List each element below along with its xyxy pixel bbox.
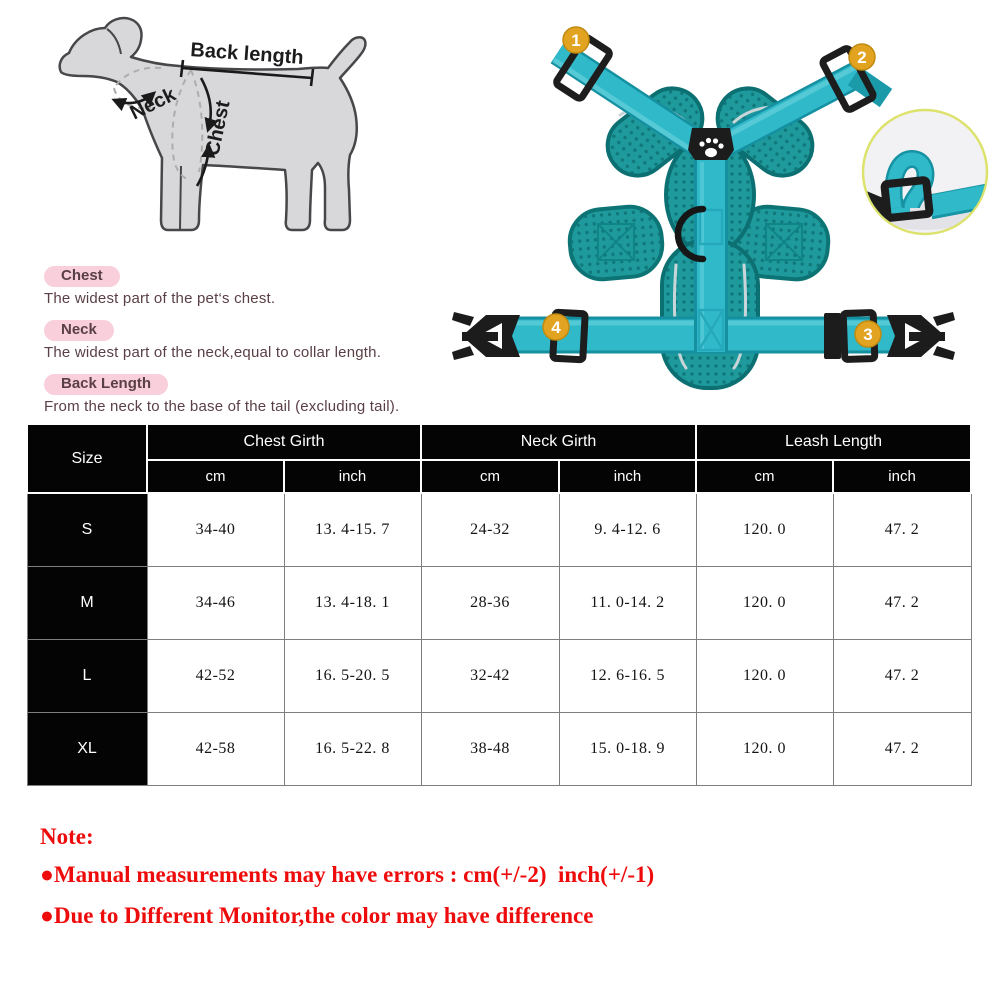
table-row (27, 639, 971, 712)
value-cell: 47. 2 (833, 493, 971, 566)
value-cell: 120. 0 (696, 639, 833, 712)
chest-label: Chest (201, 98, 235, 158)
unit-header: inch (559, 460, 696, 493)
value-cell: 120. 0 (696, 493, 833, 566)
back-length-description-text: From the neck to the base of the tail (excluding tail). (44, 398, 400, 415)
table-row (27, 493, 971, 566)
note-line: ●Due to Different Monitor,the color may have difference (40, 903, 594, 928)
unit-header: inch (284, 460, 421, 493)
svg-text:4: 4 (551, 318, 561, 337)
value-cell: 42-52 (147, 639, 284, 712)
value-cell: 28-36 (421, 566, 559, 639)
neck-label: Neck (126, 83, 180, 125)
value-cell: 13. 4-18. 1 (284, 566, 421, 639)
svg-text:1: 1 (571, 31, 581, 50)
note-title: Note: (40, 824, 94, 849)
marker-4-badge (543, 314, 569, 340)
leash-length-header: Leash Length (696, 424, 971, 460)
value-cell: 47. 2 (833, 639, 971, 712)
value-cell: 24-32 (421, 493, 559, 566)
harness-photo (440, 10, 1000, 420)
size-cell: M (27, 566, 147, 639)
chest-description-text: The widest part of the pet‘s chest. (44, 290, 276, 307)
table-row (27, 712, 971, 785)
neck-girth-header: Neck Girth (421, 424, 696, 460)
value-cell: 120. 0 (696, 712, 833, 785)
back-length-label: Back length (189, 39, 305, 69)
neck-description-text: The widest part of the neck,equal to collar length. (44, 344, 382, 361)
unit-header: cm (421, 460, 559, 493)
chest-pill-badge: Chest (44, 266, 120, 287)
note-section (40, 824, 940, 944)
table-header-row-1 (27, 424, 971, 460)
neck-pill-badge: Neck (44, 320, 114, 341)
size-cell: XL (27, 712, 147, 785)
value-cell: 15. 0-18. 9 (559, 712, 696, 785)
back-length-pill-badge: Back Length (44, 374, 168, 395)
value-cell: 34-46 (147, 566, 284, 639)
unit-header: inch (833, 460, 971, 493)
dog-measurement-diagram (15, 8, 435, 258)
marker-1-badge (563, 27, 589, 53)
size-column-header: Size (27, 424, 147, 493)
value-cell: 32-42 (421, 639, 559, 712)
value-cell: 47. 2 (833, 712, 971, 785)
size-cell: L (27, 639, 147, 712)
value-cell: 16. 5-22. 8 (284, 712, 421, 785)
size-cell: S (27, 493, 147, 566)
value-cell: 12. 6-16. 5 (559, 639, 696, 712)
unit-header: cm (696, 460, 833, 493)
svg-text:3: 3 (863, 325, 873, 344)
value-cell: 13. 4-15. 7 (284, 493, 421, 566)
value-cell: 9. 4-12. 6 (559, 493, 696, 566)
value-cell: 38-48 (421, 712, 559, 785)
size-chart-table (26, 423, 972, 786)
unit-header: cm (147, 460, 284, 493)
table-header-row-2 (27, 460, 971, 493)
marker-3-badge (855, 321, 881, 347)
note-line: ●Manual measurements may have errors : cm(+/-2) inch(+/-1) (40, 862, 655, 887)
side-release-buckle-left (452, 312, 520, 360)
marker-2-badge (849, 44, 875, 70)
side-release-buckle-right (887, 312, 955, 360)
strap-keeper (824, 313, 841, 359)
value-cell: 120. 0 (696, 566, 833, 639)
svg-text:2: 2 (857, 48, 867, 67)
value-cell: 42-58 (147, 712, 284, 785)
value-cell: 34-40 (147, 493, 284, 566)
detail-inset (862, 110, 988, 234)
value-cell: 11. 0-14. 2 (559, 566, 696, 639)
value-cell: 16. 5-20. 5 (284, 639, 421, 712)
table-row (27, 566, 971, 639)
value-cell: 47. 2 (833, 566, 971, 639)
chest-girth-header: Chest Girth (147, 424, 421, 460)
